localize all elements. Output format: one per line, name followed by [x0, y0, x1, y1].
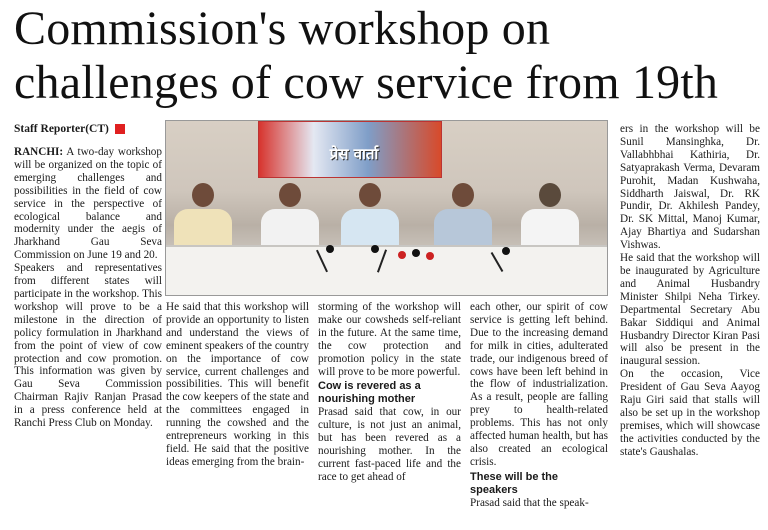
col5-paragraph-3: On the occasion, Vice President of Gau Seva Aayog Raju Giri said that stalls will also be set up in the workshop premises, which will showcase the activities conducted by the state's Gaushalas. — [620, 368, 760, 458]
col3-subheading: Cow is revered as a nourishing mother — [318, 380, 421, 406]
byline — [14, 123, 125, 135]
col5-paragraph-2: He said that the workshop will be inaugurated by Agriculture and Animal Husbandry Minister Shilpi Neha Tirkey. Departmental Secretary Abu Bakar Siddiqui and Animal Husbandry Director Kiran Pasi will also be present in the inaugural session. — [620, 252, 760, 368]
byline-text: Staff Reporter(CT) — [14, 123, 109, 135]
column-4 — [470, 301, 608, 527]
column-2 — [166, 301, 309, 527]
photo-table — [166, 245, 607, 296]
col4-subheading: These will be the speakers — [470, 470, 559, 496]
press-conference-photo — [165, 120, 608, 296]
dateline: RANCHI: — [14, 146, 64, 158]
photo-backdrop-banner — [258, 121, 442, 178]
col3-paragraph-2: Prasad said that cow, in our culture, is not just an animal, but has been revered as a nourishing mother. In the current fast-paced life and the race to get ahead of — [318, 406, 461, 483]
col5-paragraph-1: ers in the workshop will be Sunil Mansinghka, Dr. Vallabhbhai Kathiria, Dr. Satyaprakash Verma, Devaram Purohit, Madan Kushwaha, Siddharth Jaiswal, Dr. RK Pundir, Dr. Akhilesh Pandey, Dr. SK Mittal, Manoj Kumar, Ajay Bhartiya and Sudarshan Vishwas. — [620, 123, 760, 252]
column-3 — [318, 301, 461, 527]
banner-text: प्रेस वार्ता — [329, 145, 379, 163]
red-square-icon — [115, 124, 125, 134]
col1-paragraph-1-text: A two-day workshop will be organized on the topic of emerging challenges and possibilities in the field of cow service in the perspective of ecological balance and modernity under the aegis of Jharkhand Gau Seva Commission on June 19 and 20. — [14, 146, 162, 262]
article-headline: Commission's workshop on challenges of cow service from 19th — [14, 2, 719, 109]
col4-paragraph-2: Prasad said that the speak- — [470, 496, 589, 509]
col3-paragraph-1: storming of the workshop will make our cowsheds self-reliant in the future. At the same time, the cow protection and promotion policy in the state will prove to be more powerful. — [318, 301, 461, 378]
column-1 — [14, 146, 162, 526]
col1-paragraph-2: Speakers and representatives from different states will participate in the workshop. This workshop will prove to be a milestone in the direction of policy formulation in Jharkhand from the point of view of cow protection and cow promotion. This information was given by Gau Seva Commission Chairman Rajiv Ranjan Prasad in a press conference held at Ranchi Press Club on Monday. — [14, 262, 162, 430]
col4-paragraph-1: each other, our spirit of cow service is getting left behind. Due to the increasing demand for milk in cities, adulterated trade, our indigenous breed of cows have been left behind in the flow of industrialization. As a result, people are falling prey to health-related problems. This has not only affected human health, but has also created an ecological crisis. — [470, 301, 608, 468]
col2-paragraph-1: He said that this workshop will provide an opportunity to listen and understand the views of eminent speakers of the country on the importance of cow service, current challenges and possibilities. This will benefit the cow keepers of the state and the committees engaged in running the cowshed and the entrepreneurs working in this field. He said that the positive ideas emerging from the brain- — [166, 301, 309, 468]
column-5 — [620, 123, 760, 527]
col1-paragraph-1 — [14, 146, 162, 262]
